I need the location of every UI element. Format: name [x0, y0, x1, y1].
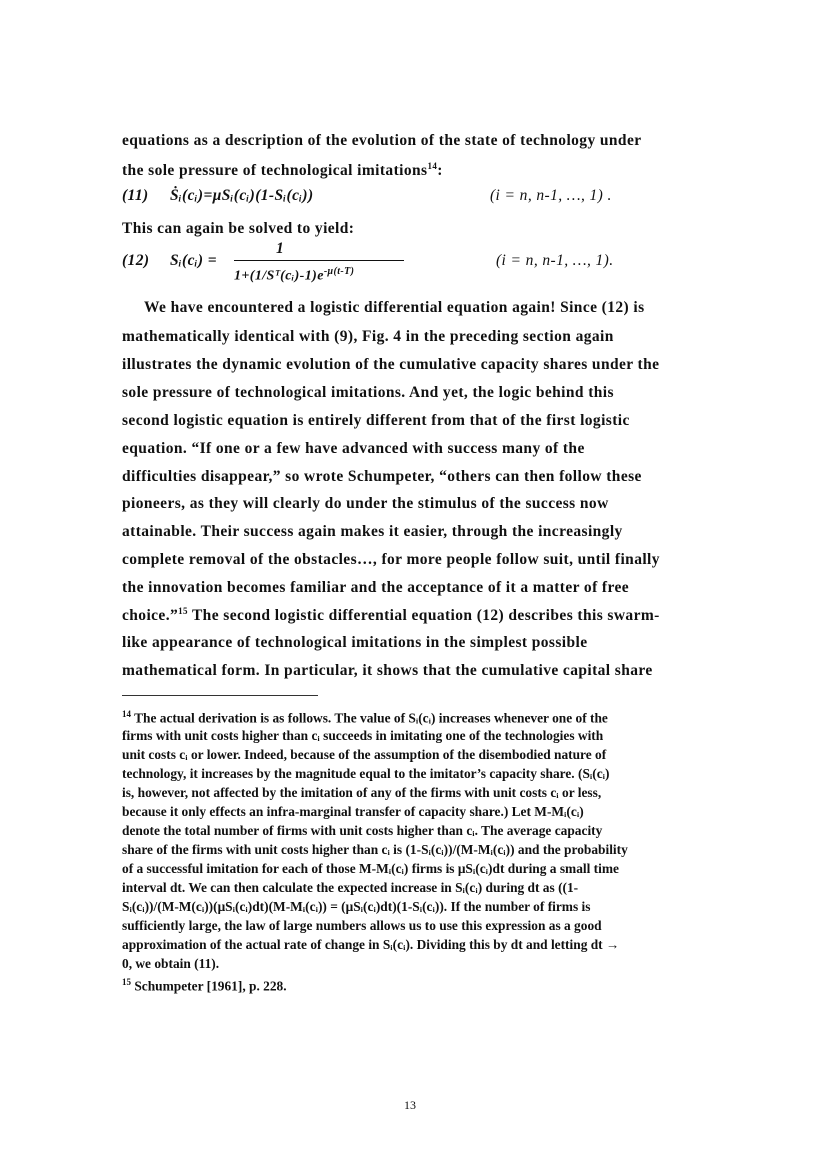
body-line: equation. “If one or a few have advanced with success many of the	[122, 440, 585, 457]
body-line: mathematical form. In particular, it shows that the cumulative capital share	[122, 662, 653, 679]
body-line-rest: The second logistic differential equation (12) describes this swarm-	[187, 607, 660, 625]
footnote-14-line: is, however, not affected by the imitation of any of the firms with unit costs cᵢ or less,	[122, 785, 602, 800]
footnote-14-line: interval dt. We can then calculate the expected increase in Sᵢ(cᵢ) during dt as ((1-	[122, 880, 579, 895]
body-line: equations as a description of the evolution of the state of technology under	[122, 132, 642, 149]
equation-12-exponent: -μ(t-T)	[323, 266, 355, 277]
body-line: the innovation becomes familiar and the acceptance of it a matter of free	[122, 579, 630, 596]
footnote-14-line: approximation of the actual rate of change in Sᵢ(cᵢ). Dividing this by dt and letting dt →	[122, 937, 620, 952]
equation-12-range: (i = n, n-1, …, 1).	[496, 252, 614, 269]
footnote-14-line: of a successful imitation for each of those M-Mᵢ(cᵢ) firms is μSᵢ(cᵢ)dt during a small time	[122, 861, 619, 876]
footnote-ref-14[interactable]: 14	[427, 161, 438, 171]
footnote-14-line	[122, 709, 608, 726]
footnote-ref-15[interactable]: 15	[178, 606, 188, 616]
body-line: like appearance of technological imitations in the simplest possible	[122, 634, 588, 651]
body-line	[122, 161, 443, 180]
footnote-14-line: share of the firms with unit costs higher than cᵢ is (1-Sᵢ(cᵢ))/(M-Mᵢ(cᵢ)) and the probability	[122, 842, 628, 857]
footnote-14-line: Sᵢ(cᵢ))/(M-M(cᵢ))(μSᵢ(cᵢ)dt)(M-Mᵢ(cᵢ)) = (μSᵢ(cᵢ)dt)(1-Sᵢ(cᵢ)). If the number of firms is	[122, 899, 591, 914]
body-line-text: the sole pressure of technological imitations	[122, 162, 428, 180]
footnote-14-line: denote the total number of firms with unit costs higher than cᵢ. The average capacity	[122, 823, 603, 838]
page-number: 13	[404, 1098, 416, 1112]
body-line-end: :	[437, 162, 443, 180]
footnote-14-line: 0, we obtain (11).	[122, 956, 220, 971]
footnote-15-mark: 15	[122, 977, 131, 987]
footnote-15-text: Schumpeter [1961], p. 228.	[131, 978, 287, 994]
footnote-separator	[122, 695, 318, 696]
footnote-14-mark: 14	[122, 709, 131, 719]
body-line: attainable. Their success again makes it easier, through the increasingly	[122, 523, 623, 540]
footnote-14-line: sufficiently large, the law of large numbers allows us to use this expression as a good	[122, 918, 602, 933]
footnote-14-text: The actual derivation is as follows. The value of Sᵢ(cᵢ) increases whenever one of the	[131, 710, 608, 726]
footnote-14-line: firms with unit costs higher than cᵢ succeeds in imitating one of the technologies with	[122, 728, 604, 743]
equation-11-label: (11)	[122, 187, 149, 204]
footnote-15-line	[122, 977, 287, 994]
body-line-text: choice.”	[122, 607, 179, 625]
body-line: complete removal of the obstacles…, for more people follow suit, until finally	[122, 551, 660, 568]
fraction-bar	[234, 260, 404, 261]
footnote-14-line: because it only effects an infra-marginal transfer of capacity share.) Let M-Mᵢ(cᵢ)	[122, 804, 584, 819]
equation-12-numerator: 1	[276, 240, 285, 257]
footnote-14-line: unit costs cᵢ or lower. Indeed, because of the assumption of the disembodied nature of	[122, 747, 607, 762]
equation-12-lhs: Sᵢ(cᵢ) =	[170, 252, 217, 269]
body-line: sole pressure of technological imitations. And yet, the logic behind this	[122, 384, 614, 401]
body-line: We have encountered a logistic differential equation again! Since (12) is	[144, 299, 645, 316]
body-line: illustrates the dynamic evolution of the cumulative capacity shares under the	[122, 356, 660, 373]
equation-12-denominator-text: 1+(1/Sᵀ(cᵢ)-1)e	[234, 268, 324, 284]
body-line: mathematically identical with (9), Fig. 4 in the preceding section again	[122, 328, 614, 345]
footnote-14-line: technology, it increases by the magnitude equal to the imitator’s capacity share. (Sᵢ(cᵢ)	[122, 766, 610, 781]
body-line: second logistic equation is entirely different from that of the first logistic	[122, 412, 630, 429]
body-line: pioneers, as they will clearly do under the stimulus of the success now	[122, 495, 609, 512]
equation-12-label: (12)	[122, 252, 150, 269]
body-line	[122, 606, 660, 625]
body-line: This can again be solved to yield:	[122, 220, 355, 237]
equation-11: Ṡᵢ(cᵢ)=μSᵢ(cᵢ)(1-Sᵢ(cᵢ))	[170, 187, 314, 204]
body-line: difficulties disappear,” so wrote Schumpeter, “others can then follow these	[122, 468, 642, 485]
equation-12-denominator	[234, 266, 354, 285]
equation-11-range: (i = n, n-1, …, 1) .	[490, 187, 612, 204]
